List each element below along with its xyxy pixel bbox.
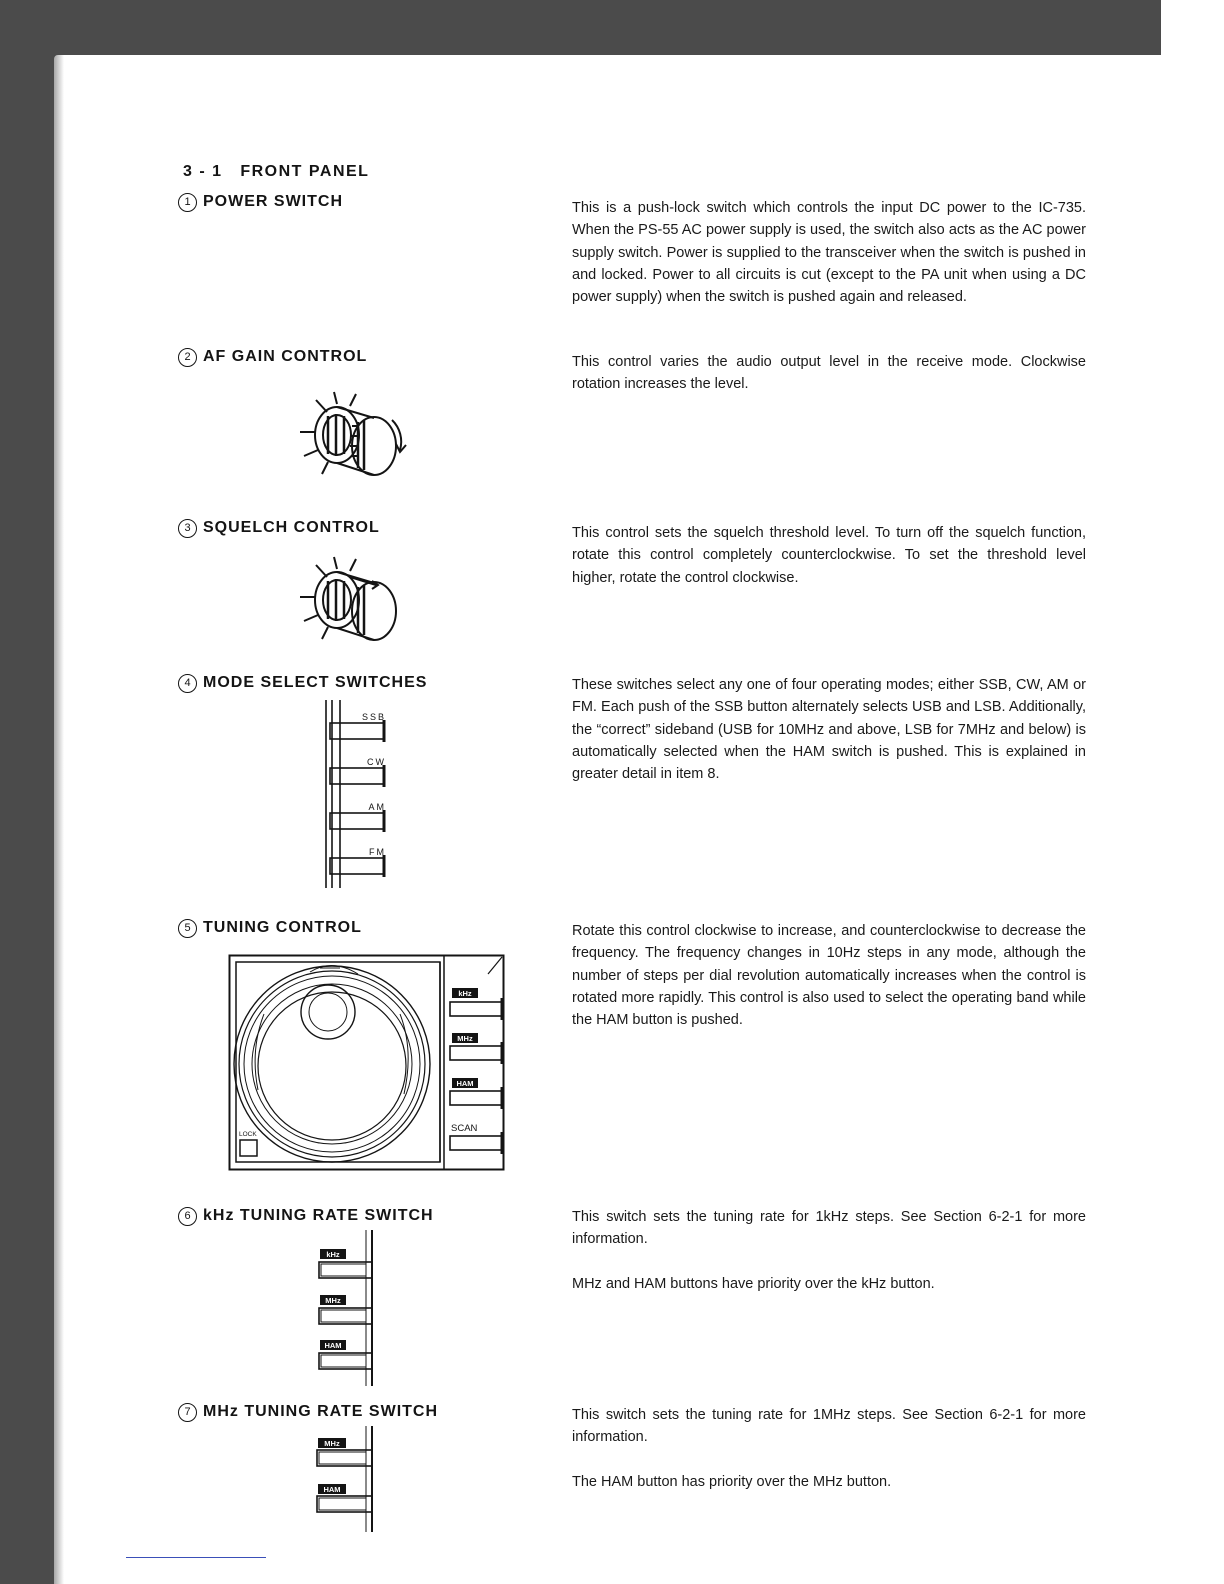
page-edge-shadow bbox=[54, 55, 64, 1584]
khz-switch-mhz-label: MHz bbox=[325, 1296, 341, 1305]
item-7-paragraph-2: The HAM button has priority over the MHz button. bbox=[572, 1473, 892, 1490]
mhz-switch-mhz-label: MHz bbox=[324, 1439, 340, 1448]
item-6-paragraph-2: MHz and HAM buttons have priority over the kHz button. bbox=[572, 1275, 935, 1292]
item-6-heading bbox=[178, 1207, 434, 1226]
tuning-control-illustration bbox=[228, 954, 506, 1172]
mode-label-ssb: SSB bbox=[361, 712, 386, 722]
item-3-heading bbox=[178, 519, 380, 538]
section-title: 3 - 1 FRONT PANEL bbox=[183, 163, 370, 180]
item-1-description bbox=[572, 197, 1086, 308]
item-7-heading bbox=[178, 1403, 438, 1422]
scan-margin-right bbox=[1161, 0, 1224, 1584]
item-4-number: 4 bbox=[178, 674, 197, 693]
tuning-khz-button-label: kHz bbox=[458, 989, 472, 998]
footer-rule bbox=[126, 1557, 266, 1558]
item-5-heading bbox=[178, 919, 362, 938]
item-7-number: 7 bbox=[178, 1403, 197, 1422]
item-7-title: MHz TUNING RATE SWITCH bbox=[203, 1403, 439, 1420]
item-5-number: 5 bbox=[178, 919, 197, 938]
item-4-heading bbox=[178, 674, 427, 693]
item-4-paragraph: These switches select any one of four operating modes; either SSB, CW, AM or FM. Each push of the SSB button alternately selects USB and LSB. Additionally, the “correct” sideband (USB for 10MHz and above, LSB for 7MHz and below) is automatically selected when the HAM switch is pushed. This is explained in greater detail in item 8. bbox=[572, 677, 1086, 783]
item-6-number: 6 bbox=[178, 1207, 197, 1226]
item-2-number: 2 bbox=[178, 348, 197, 367]
mhz-switch-ham-label: HAM bbox=[323, 1485, 341, 1494]
item-5-paragraph: Rotate this control clockwise to increase, and counterclockwise to decrease the frequency. The frequency changes in 10Hz steps in any mode, although the number of steps per dial revolution automatically increases when the control is rotated more rapidly. This control is also used to select the operating band while the HAM button is pushed. bbox=[572, 923, 1086, 1029]
item-7-description bbox=[572, 1404, 1086, 1493]
item-3-description bbox=[572, 522, 1086, 589]
item-6-title: kHz TUNING RATE SWITCH bbox=[203, 1207, 434, 1224]
item-4-description bbox=[572, 674, 1086, 785]
scan-border-top bbox=[0, 0, 1224, 60]
khz-switch-khz-label: kHz bbox=[326, 1250, 340, 1259]
item-3-number: 3 bbox=[178, 519, 197, 538]
af-gain-knob-illustration bbox=[292, 390, 422, 490]
item-7-paragraph-1: This switch sets the tuning rate for 1MHz steps. See Section 6-2-1 for more information. bbox=[572, 1407, 1086, 1446]
mode-label-am: AM bbox=[368, 802, 386, 812]
item-3-paragraph: This control sets the squelch threshold level. To turn off the squelch function, rotate this control completely counterclockwise. To set the threshold level higher, rotate the control clockwise. bbox=[572, 525, 1086, 586]
item-2-description bbox=[572, 351, 1086, 396]
mode-switches-illustration bbox=[320, 698, 400, 890]
item-2-title: AF GAIN CONTROL bbox=[203, 348, 368, 365]
tuning-ham-button-label: HAM bbox=[456, 1079, 474, 1088]
khz-switch-illustration bbox=[316, 1228, 380, 1388]
item-5-title: TUNING CONTROL bbox=[203, 919, 362, 936]
mode-label-fm: FM bbox=[369, 847, 386, 857]
scan-border-left bbox=[0, 0, 54, 1584]
item-1-heading bbox=[178, 193, 343, 212]
item-4-title: MODE SELECT SWITCHES bbox=[203, 674, 428, 691]
tuning-lock-label: LOCK bbox=[239, 1131, 257, 1138]
item-1-paragraph: This is a push-lock switch which controls the input DC power to the IC-735. When the PS-55 AC power supply is used, the switch also acts as the AC power supply switch. Power is supplied to the transceiver when the switch is pushed in and locked. Power to all circuits is cut (except to the PA unit when using a DC power supply) when the switch is pushed again and released. bbox=[572, 200, 1086, 306]
mhz-switch-illustration bbox=[314, 1426, 378, 1534]
item-1-title: POWER SWITCH bbox=[203, 193, 343, 210]
tuning-mhz-button-label: MHz bbox=[457, 1034, 473, 1043]
item-6-description bbox=[572, 1206, 1086, 1295]
khz-switch-ham-label: HAM bbox=[324, 1341, 342, 1350]
squelch-knob-illustration bbox=[292, 555, 422, 655]
mode-label-cw: CW bbox=[367, 757, 386, 767]
item-2-paragraph: This control varies the audio output level in the receive mode. Clockwise rotation increases the level. bbox=[572, 354, 1086, 393]
item-6-paragraph-1: This switch sets the tuning rate for 1kHz steps. See Section 6-2-1 for more information. bbox=[572, 1209, 1086, 1248]
tuning-scan-label: SCAN bbox=[451, 1123, 478, 1134]
item-2-heading bbox=[178, 348, 367, 367]
item-1-number: 1 bbox=[178, 193, 197, 212]
item-5-description bbox=[572, 920, 1086, 1031]
item-3-title: SQUELCH CONTROL bbox=[203, 519, 380, 536]
